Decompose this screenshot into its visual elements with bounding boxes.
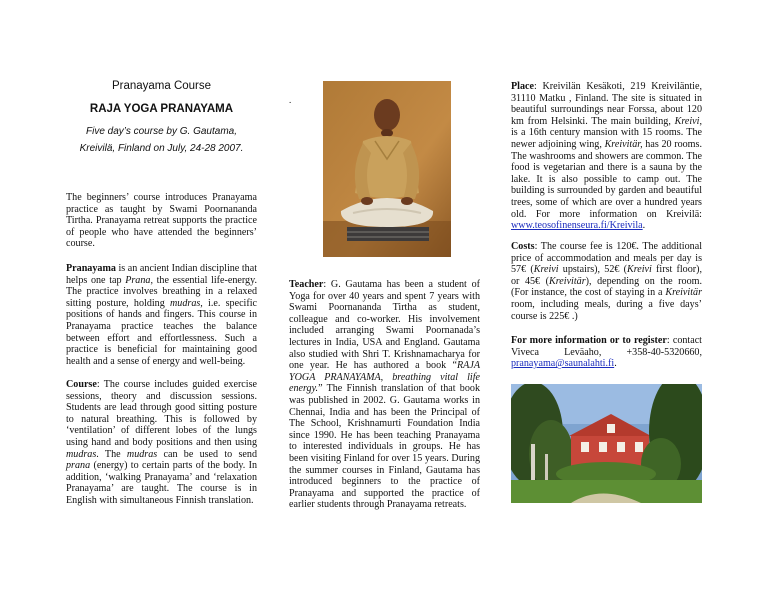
stray-dot: . xyxy=(289,95,292,105)
email-link[interactable]: pranayama@saunalahti.fi xyxy=(511,358,615,370)
kreivila-building-image xyxy=(511,384,702,503)
costs-text: : The course fee is 120€. The additional price of accommodation and meals per day is 57€ ( xyxy=(511,241,702,276)
kreivitar-term: Kreivitär xyxy=(665,287,702,299)
course-paragraph xyxy=(66,379,257,507)
kreivi-term: Kreivi xyxy=(626,264,652,276)
place-label: Place xyxy=(511,81,534,92)
course-label: Course xyxy=(66,379,97,390)
kreivila-website-link[interactable]: www.teosofinenseura.fi/Kreivila xyxy=(511,220,643,232)
mudras-term: mudras xyxy=(126,448,158,460)
mudras-term: mudras xyxy=(66,448,97,460)
costs-paragraph xyxy=(511,241,702,322)
course-heading: RAJA YOGA PRANAYAMA xyxy=(89,103,234,115)
register-paragraph xyxy=(511,335,702,370)
place-text: has 20 rooms. The washrooms and showers are common. The food is vegetarian and there is a sauna by the lake. It is also possible to camp out. The building is surrounded by garden and beautiful trees, some of which are over a hundred years old. For more information on Kreivilä: xyxy=(511,138,702,220)
costs-text: room, including meals, during a five days’ course is 225€ .) xyxy=(511,298,702,322)
costs-text: upstairs), 52€ ( xyxy=(558,264,627,276)
prana-term: Prana, xyxy=(125,274,153,286)
pranayama-text: i.e. specific positions of hands and fingers. This course in Pranayama practice teaches the balance between effort and effortlessness. Such a practice is beneficial for maintaining good health and a sense of energy and well-being. xyxy=(66,297,258,367)
book-title: RAJA YOGA PRANAYAMA, breathing vital life energy. xyxy=(289,360,480,395)
kreivi-term: Kreivi xyxy=(674,115,700,127)
place-text: , is a 16th century mansion with 15 rooms. The newer adjoining wing, xyxy=(511,115,702,150)
teacher-label: Teacher xyxy=(289,279,324,290)
course-subtitle-line2: Kreivilä, Finland on July, 24-28 2007. xyxy=(79,143,244,154)
course-title: Pranayama Course xyxy=(111,80,212,92)
teacher-text: ” The Finnish translation of that book was published in 2002. G. Gautama works in Chennai, India and has been the Principal of The School, Krishnamurti Foundation India since 1990. He has been teaching Pranayama to interested individuals in groups. He has been visiting Finland for over 15 years. During the summer courses in Finland, Gautama has introduced beginners to the practice of Pranayama and supported the practice of earlier students through Pranayama retreats. xyxy=(289,383,480,511)
costs-text: ), depending on the room. (For instance, the cost of staying in a xyxy=(511,275,702,299)
course-subtitle-line1: Five day’s course by G. Gautama, xyxy=(86,126,237,137)
pranayama-text: the essential life-energy. The practice involves breathing in a relaxed sitting posture, holding xyxy=(66,274,257,309)
costs-label: Costs xyxy=(511,241,535,252)
course-text: can be used to send xyxy=(157,448,257,460)
teacher-text: : G. Gautama has been a student of Yoga for over 40 years and spent 7 years with Swami Poornananda Tirtha as student, colleague and co-worker. His involvement included arranging Swami Poornanada’s lectures in India, USA and England. Gautama also studied with Shri T. Krishnamacharya for one year. He has authored a book “ xyxy=(289,279,480,372)
kreivitar-term: Kreivitär, xyxy=(604,138,643,150)
teacher-photo-image xyxy=(323,81,451,257)
intro-paragraph: The beginners’ course introduces Pranayama practice as taught by Swami Poornananda Tirtha. Pranayama retreat supports the practice of people who have attended the beginners’ course. xyxy=(66,192,257,250)
pranayama-paragraph xyxy=(66,263,257,367)
kreivila-building-photo xyxy=(511,384,702,503)
course-text: . The xyxy=(96,448,127,460)
prana-term: prana xyxy=(66,460,91,472)
teacher-photo xyxy=(323,81,451,257)
kreivi-term: Kreivi xyxy=(533,264,559,276)
pranayama-label: Pranayama xyxy=(66,263,116,274)
register-text: . xyxy=(614,358,617,370)
register-label: For more information or to register xyxy=(511,335,667,346)
mudras-term: mudras, xyxy=(170,297,203,309)
place-paragraph xyxy=(511,81,702,232)
teacher-paragraph xyxy=(289,279,480,511)
place-text: . xyxy=(642,220,646,232)
pranayama-text: is an ancient Indian discipline that helps one tap xyxy=(66,263,257,286)
costs-text: first floor), or 45€ ( xyxy=(511,264,703,287)
course-text: : The course includes guided exercise sessions, theory and discussion sessions. Students are lead through good sitting posture to natural breathing. This is followed by ‘ventilation’ of different lobes of the lungs using hand and body positions and then using xyxy=(66,379,257,448)
course-text: (energy) to certain parts of the body. In addition, ‘walking Pranayama’ and ‘relaxation Pranayama’ are taught. The course is in English with simultaneous Finnish translation. xyxy=(66,460,257,506)
place-text: : Kreivilän Kesäkoti, 219 Kreiviläntie, 31110 Matku , Finland. The site is situated in beautiful surroundings near Forssa, about 120 km from Helsinki. The main building, xyxy=(511,81,702,127)
kreivitar-term: Kreivitär xyxy=(549,275,586,287)
register-text: : contact Viveca Leväaho, +358-40-5320660, xyxy=(511,335,702,358)
